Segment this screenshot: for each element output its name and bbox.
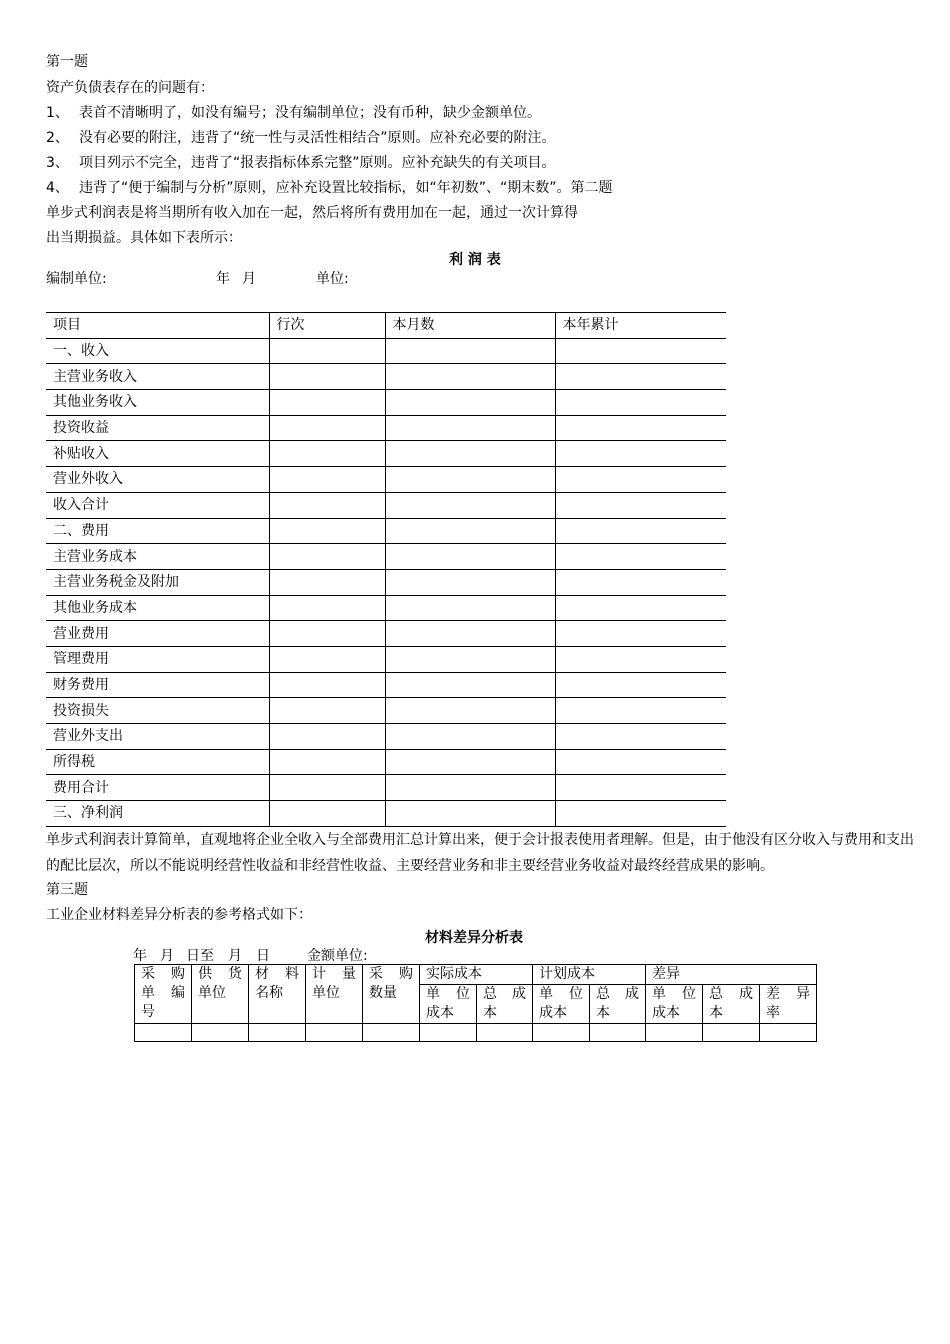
row-year-to-date <box>555 364 726 390</box>
row-item: 其他业务成本 <box>46 595 269 621</box>
hdr-char: 本 <box>596 1005 610 1021</box>
header-year-to-date: 本年累计 <box>555 313 726 339</box>
row-this-month <box>385 646 555 672</box>
table-row <box>46 775 726 801</box>
hdr-char: 货 <box>228 966 242 982</box>
hdr-char: 料 <box>285 966 299 982</box>
hdr-char: 位 <box>569 986 583 1002</box>
row-line-no <box>269 646 385 672</box>
row-item: 管理费用 <box>46 646 269 672</box>
header-plan-total-cost <box>590 985 646 1024</box>
row-this-month <box>385 749 555 775</box>
table-row <box>46 415 726 441</box>
q2-intro-line1: 单步式利润表是将当期所有收入加在一起，然后将所有费用加在一起，通过一次计算得 <box>46 205 578 221</box>
hdr-char: 率 <box>766 1005 780 1021</box>
row-this-month <box>385 390 555 416</box>
hdr-char: 异 <box>796 986 811 1002</box>
table-row <box>46 801 726 827</box>
row-line-no <box>269 621 385 647</box>
table-row <box>46 441 726 467</box>
row-year-to-date <box>555 646 726 672</box>
q1-item-1 <box>46 104 541 122</box>
header-actual-unit-cost <box>420 985 477 1024</box>
table-row <box>46 646 726 672</box>
row-this-month <box>385 672 555 698</box>
row-item: 主营业务收入 <box>46 364 269 390</box>
header-measure-unit <box>306 965 363 1024</box>
empty-cell <box>363 1024 420 1042</box>
row-item: 收入合计 <box>46 492 269 518</box>
q1-item-text: 没有必要的附注，违背了“统一性与灵活性相结合”原则。应补充必要的附注。 <box>79 130 556 146</box>
hdr-char: 单 <box>652 986 666 1002</box>
header-variance-total-cost <box>703 985 760 1024</box>
hdr-char: 计 <box>312 966 326 982</box>
empty-cell <box>192 1024 249 1042</box>
row-item: 三、净利润 <box>46 801 269 827</box>
empty-cell <box>533 1024 590 1042</box>
empty-cell <box>703 1024 760 1042</box>
header-variance: 差异 <box>646 965 817 985</box>
q1-item-text: 表首不清晰明了，如没有编号；没有编制单位；没有币种，缺少金额单位。 <box>79 105 541 121</box>
row-line-no <box>269 364 385 390</box>
row-this-month <box>385 518 555 544</box>
hdr-char: 购 <box>171 966 185 982</box>
meta-currency-unit: 单位: <box>316 271 349 287</box>
table-row <box>46 698 726 724</box>
row-this-month <box>385 415 555 441</box>
row-item: 营业外收入 <box>46 467 269 493</box>
header-this-month: 本月数 <box>385 313 555 339</box>
row-line-no <box>269 698 385 724</box>
q1-item-num: 3、 <box>46 155 69 171</box>
meta-compiling-unit: 编制单位: <box>46 271 107 287</box>
table-row <box>46 390 726 416</box>
row-year-to-date <box>555 801 726 827</box>
meta-year: 年 <box>216 271 230 287</box>
row-line-no <box>269 749 385 775</box>
row-item: 二、费用 <box>46 518 269 544</box>
row-this-month <box>385 801 555 827</box>
hdr-char: 采 <box>141 966 155 982</box>
table-row <box>46 672 726 698</box>
row-item: 营业费用 <box>46 621 269 647</box>
table-row <box>46 569 726 595</box>
table-row <box>46 518 726 544</box>
header-variance-unit-cost <box>646 985 703 1024</box>
row-year-to-date <box>555 415 726 441</box>
row-line-no <box>269 390 385 416</box>
row-year-to-date <box>555 441 726 467</box>
row-this-month <box>385 492 555 518</box>
hdr-char: 材 <box>255 966 269 982</box>
hdr-char: 号 <box>141 1004 155 1020</box>
q1-item-2 <box>46 129 556 147</box>
empty-cell <box>135 1024 192 1042</box>
row-year-to-date <box>555 775 726 801</box>
hdr-char: 名称 <box>255 985 283 1001</box>
row-item: 所得税 <box>46 749 269 775</box>
hdr-char: 本 <box>483 1005 497 1021</box>
header-purchase-qty <box>363 965 420 1024</box>
hdr-char: 位 <box>456 986 470 1002</box>
row-year-to-date <box>555 467 726 493</box>
row-this-month <box>385 338 555 364</box>
row-line-no <box>269 801 385 827</box>
row-line-no <box>269 518 385 544</box>
header-material-name <box>249 965 306 1024</box>
hdr-char: 单位 <box>312 985 340 1001</box>
q1-item-text: 违背了“便于编制与分析”原则，应补充设置比较指标，如“年初数”、“期末数”。第二题 <box>79 180 613 196</box>
hdr-char: 成本 <box>652 1005 680 1021</box>
row-item: 补贴收入 <box>46 441 269 467</box>
income-statement-table <box>46 312 726 827</box>
q1-intro: 资产负债表存在的问题有： <box>46 80 214 96</box>
q1-item-3 <box>46 154 556 172</box>
hdr-char: 本 <box>709 1005 723 1021</box>
row-year-to-date <box>555 749 726 775</box>
hdr-char: 成本 <box>539 1005 567 1021</box>
row-year-to-date <box>555 595 726 621</box>
row-year-to-date <box>555 672 726 698</box>
row-this-month <box>385 698 555 724</box>
hdr-char: 成本 <box>426 1005 454 1021</box>
row-item: 财务费用 <box>46 672 269 698</box>
row-year-to-date <box>555 338 726 364</box>
hdr-char: 单位 <box>198 985 226 1001</box>
empty-cell <box>760 1024 817 1042</box>
row-this-month <box>385 364 555 390</box>
row-item: 费用合计 <box>46 775 269 801</box>
hdr-char: 总 <box>596 986 610 1002</box>
row-year-to-date <box>555 698 726 724</box>
row-this-month <box>385 467 555 493</box>
hdr-char: 成 <box>739 986 753 1002</box>
table-row <box>46 338 726 364</box>
hdr-char: 供 <box>198 966 212 982</box>
hdr-char: 购 <box>399 966 413 982</box>
material-table-title: 材料差异分析表 <box>425 930 523 946</box>
hdr-char: 数量 <box>369 985 397 1001</box>
q2-intro-line2: 出当期损益。具体如下表所示： <box>46 230 242 246</box>
header-plan-unit-cost <box>533 985 590 1024</box>
table-row <box>46 364 726 390</box>
row-line-no <box>269 544 385 570</box>
meta-day: 日 <box>256 948 270 964</box>
empty-cell <box>249 1024 306 1042</box>
row-item: 主营业务成本 <box>46 544 269 570</box>
table-row <box>46 621 726 647</box>
empty-cell <box>306 1024 363 1042</box>
header-actual-cost: 实际成本 <box>420 965 533 985</box>
row-line-no <box>269 441 385 467</box>
row-this-month <box>385 621 555 647</box>
header-purchase-no <box>135 965 192 1024</box>
hdr-char: 成 <box>512 986 526 1002</box>
row-year-to-date <box>555 569 726 595</box>
row-item: 主营业务税金及附加 <box>46 569 269 595</box>
meta-day-to: 日至 <box>186 948 214 964</box>
table-row <box>46 724 726 750</box>
row-line-no <box>269 672 385 698</box>
q1-item-num: 2、 <box>46 130 69 146</box>
meta-month: 月 <box>242 271 256 287</box>
q1-heading: 第一题 <box>46 54 88 70</box>
row-item: 营业外支出 <box>46 724 269 750</box>
income-statement-title: 利 润 表 <box>449 252 501 268</box>
hdr-char: 成 <box>625 986 639 1002</box>
row-year-to-date <box>555 390 726 416</box>
meta-amount-unit: 金额单位: <box>307 948 368 964</box>
hdr-char: 单 <box>539 986 553 1002</box>
hdr-char: 单 <box>426 986 440 1002</box>
row-this-month <box>385 569 555 595</box>
meta-month-from: 月 <box>160 948 174 964</box>
row-line-no <box>269 775 385 801</box>
header-item: 项目 <box>46 313 269 339</box>
row-this-month <box>385 544 555 570</box>
header-actual-total-cost <box>477 985 533 1024</box>
material-variance-table <box>134 964 817 1042</box>
header-plan-cost: 计划成本 <box>533 965 646 985</box>
row-year-to-date <box>555 724 726 750</box>
row-line-no <box>269 492 385 518</box>
table-header-row <box>46 313 726 339</box>
row-line-no <box>269 415 385 441</box>
row-item: 投资收益 <box>46 415 269 441</box>
header-line-no: 行次 <box>269 313 385 339</box>
row-item: 其他业务收入 <box>46 390 269 416</box>
hdr-char: 编 <box>171 985 185 1001</box>
hdr-char: 位 <box>682 986 696 1002</box>
table-row <box>46 544 726 570</box>
row-this-month <box>385 724 555 750</box>
material-header-row-1 <box>135 965 817 985</box>
meta-month-to: 月 <box>228 948 242 964</box>
header-supplier <box>192 965 249 1024</box>
row-year-to-date <box>555 518 726 544</box>
row-line-no <box>269 724 385 750</box>
hdr-char: 总 <box>483 986 497 1002</box>
q1-item-text: 项目列示不完全，违背了“报表指标体系完整”原则。应补充缺失的有关项目。 <box>79 155 556 171</box>
q3-intro: 工业企业材料差异分析表的参考格式如下： <box>46 907 312 923</box>
hdr-char: 采 <box>369 966 383 982</box>
empty-cell <box>420 1024 477 1042</box>
row-line-no <box>269 467 385 493</box>
row-year-to-date <box>555 544 726 570</box>
hdr-char: 单 <box>141 985 155 1001</box>
table-row <box>46 467 726 493</box>
q1-item-num: 1、 <box>46 105 69 121</box>
row-line-no <box>269 338 385 364</box>
empty-cell <box>590 1024 646 1042</box>
q1-item-num: 4、 <box>46 180 69 196</box>
q3-heading: 第三题 <box>46 882 88 898</box>
material-empty-row <box>135 1024 817 1042</box>
empty-cell <box>477 1024 533 1042</box>
row-this-month <box>385 775 555 801</box>
row-this-month <box>385 441 555 467</box>
row-item: 投资损失 <box>46 698 269 724</box>
table-row <box>46 595 726 621</box>
hdr-char: 总 <box>709 986 723 1002</box>
meta-year: 年 <box>133 948 147 964</box>
row-line-no <box>269 569 385 595</box>
q2-conclusion: 单步式利润表计算简单，直观地将企业全收入与全部费用汇总计算出来，便于会计报表使用者理解。但是，由于他没有区分收入与费用和支出的配比层次，所以不能说明经营性收益和非经营性收益、主要经营业务和非主要经营业务收益对最终经营成果的影响。 <box>46 832 914 874</box>
row-year-to-date <box>555 621 726 647</box>
empty-cell <box>646 1024 703 1042</box>
table-row <box>46 749 726 775</box>
row-line-no <box>269 595 385 621</box>
row-this-month <box>385 595 555 621</box>
hdr-char: 量 <box>342 966 356 982</box>
header-variance-rate <box>760 985 817 1024</box>
row-item: 一、收入 <box>46 338 269 364</box>
table-row <box>46 492 726 518</box>
q1-item-4 <box>46 179 613 197</box>
hdr-char: 差 <box>766 986 780 1002</box>
row-year-to-date <box>555 492 726 518</box>
